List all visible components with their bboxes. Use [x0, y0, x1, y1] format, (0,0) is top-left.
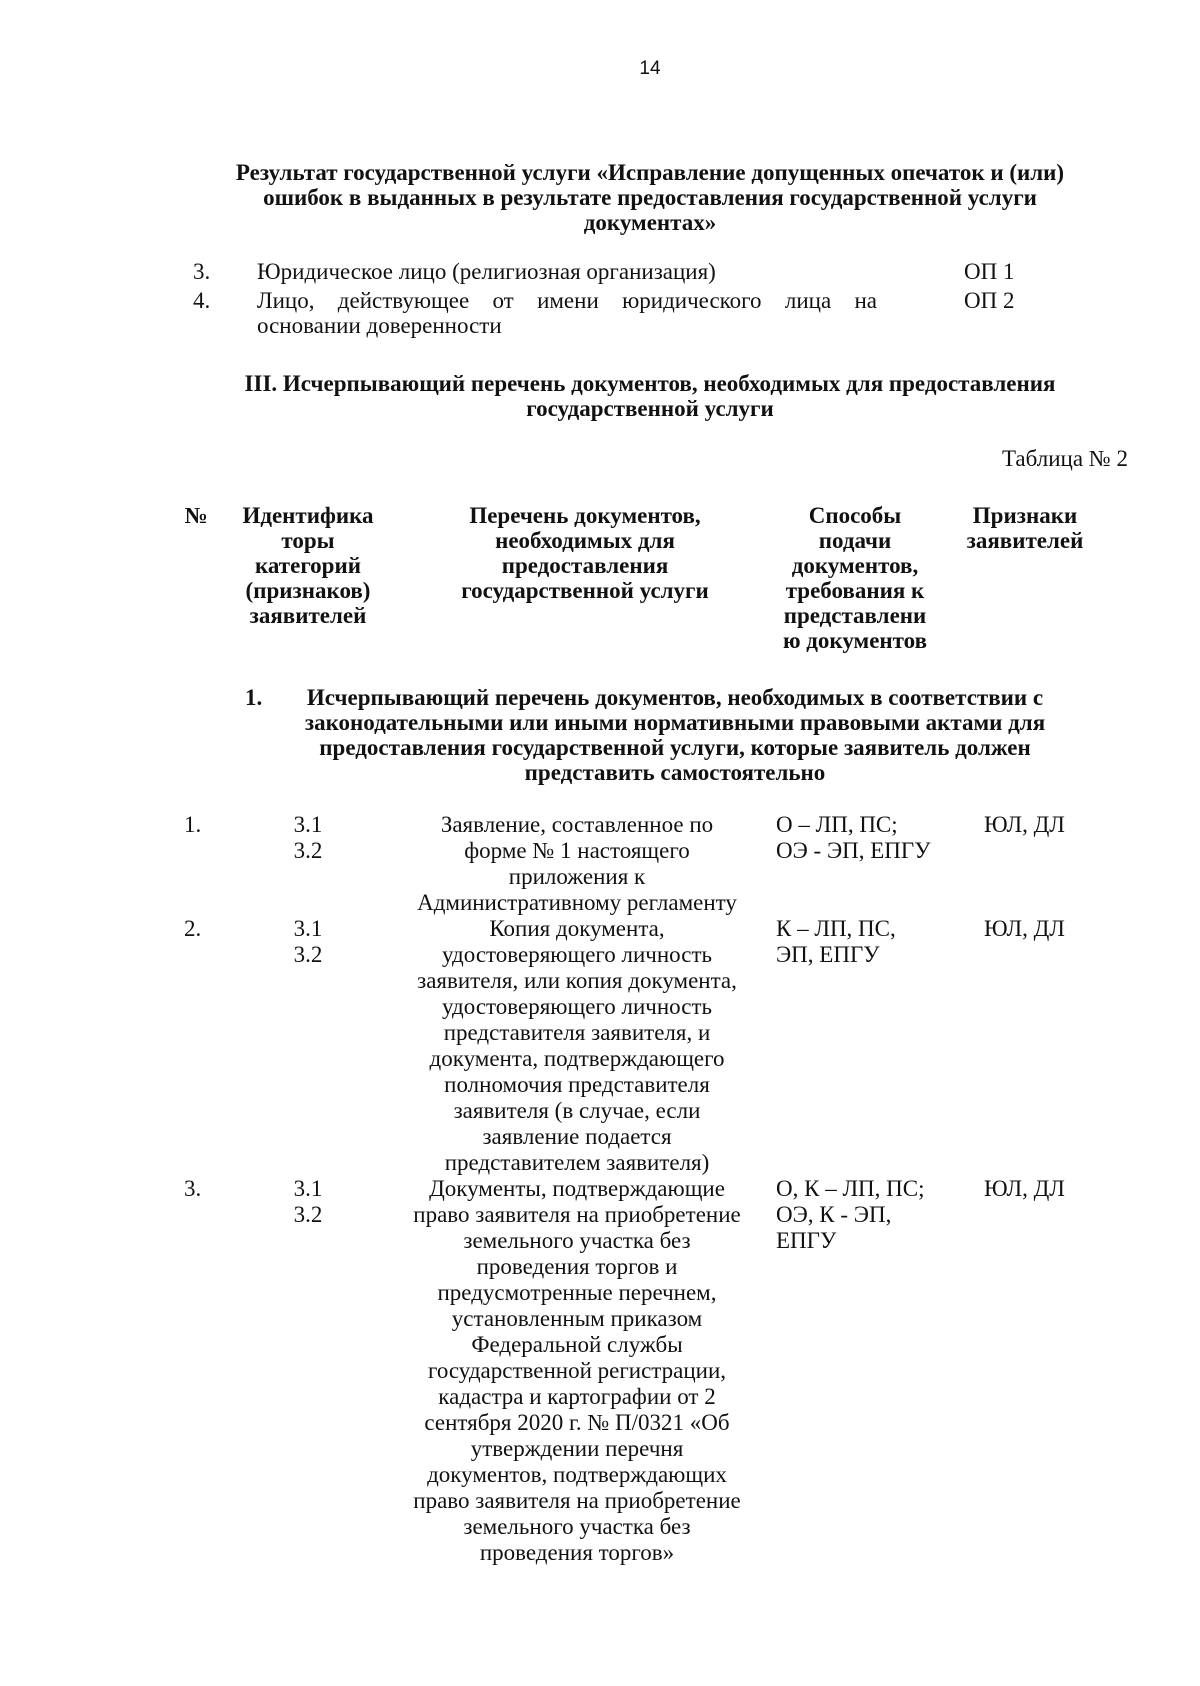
subsection-heading-line: законодательными или иными нормативными правовыми актами для [304, 710, 1046, 735]
row-document [392, 1176, 762, 1566]
header-line: категорий [255, 553, 361, 578]
row-identifier: 3.1 [293, 812, 323, 837]
method-line: ОЭ - ЭП, ЕПГУ [776, 838, 931, 863]
document-line: представителя заявителя, и [443, 1020, 711, 1045]
row-methods [776, 812, 966, 864]
header-line: документов, [791, 553, 919, 578]
header-line: заявителей [966, 528, 1084, 553]
row-methods [776, 1176, 966, 1254]
row-identifier: 3.1 [293, 916, 323, 941]
page-number: 14 [639, 58, 661, 79]
document-line: полномочия представителя [444, 1072, 710, 1097]
row-number: 1. [184, 812, 202, 837]
document-line: право заявителя на приобретение [413, 1202, 741, 1227]
document-line: заявление подается [482, 1124, 672, 1149]
subsection-heading-line: Исчерпывающий перечень документов, необходимых в соответствии с [306, 685, 1044, 710]
header-line: предоставления [501, 553, 669, 578]
header-line: требования к [785, 578, 925, 603]
document-line: форме № 1 настоящего [464, 838, 690, 863]
document-line: кадастра и картографии от 2 [438, 1384, 716, 1409]
header-line: заявителей [249, 603, 367, 628]
row-identifier: 3.1 [293, 1176, 323, 1201]
document-line: документа, подтверждающего [429, 1046, 725, 1071]
subsection-number: 1. [245, 685, 263, 710]
method-line: ОЭ, К - ЭП, [776, 1202, 892, 1227]
document-line: установленным приказом [451, 1306, 703, 1331]
document-line: удостоверяющего личность [442, 994, 712, 1019]
header-line: государственной услуги [461, 578, 709, 603]
document-line: государственной регистрации, [427, 1358, 727, 1383]
subsection-heading [280, 685, 1070, 785]
row-signs: ЮЛ, ДЛ [984, 812, 1065, 837]
row-signs: ЮЛ, ДЛ [984, 916, 1065, 941]
subsection-heading-line: представить самостоятельно [524, 760, 826, 785]
document-line: Федеральной службы [471, 1332, 683, 1357]
document-line: проведения торгов» [479, 1540, 675, 1565]
section-heading-line: государственной услуги [526, 396, 774, 421]
applicant-description: Юридическое лицо (религиозная организация) [257, 259, 716, 284]
header-identifiers [218, 503, 398, 628]
row-document [392, 812, 762, 916]
header-line: (признаков) [245, 578, 371, 603]
document-line: сентября 2020 г. № П/0321 «Об [424, 1410, 730, 1435]
header-line: подачи [818, 528, 892, 553]
document-line: приложения к [508, 864, 646, 889]
row-identifiers [268, 916, 348, 968]
result-heading-line: документах» [583, 210, 717, 235]
applicant-code: ОП 2 [964, 288, 1015, 313]
document-line: Документы, подтверждающие [429, 1176, 725, 1201]
header-line: необходимых для [495, 528, 675, 553]
document-line: заявителя, или копия документа, [417, 968, 737, 993]
row-document [392, 916, 762, 1176]
header-line: представлени [783, 603, 927, 628]
header-documents [420, 503, 750, 603]
document-line: право заявителя на приобретение [413, 1488, 741, 1513]
applicant-number: 4. [193, 288, 211, 313]
document-line: Заявление, составленное по [440, 812, 714, 837]
header-line: торы [281, 528, 335, 553]
header-line: Способы [808, 503, 902, 528]
header-signs [955, 503, 1095, 553]
row-signs: ЮЛ, ДЛ [984, 1176, 1065, 1201]
header-line: Идентифика [242, 503, 374, 528]
row-number: 2. [184, 916, 202, 941]
method-line: К – ЛП, ПС, [776, 916, 896, 941]
document-line: Копия документа, [489, 916, 665, 941]
document-line: представителем заявителя) [444, 1150, 710, 1175]
document-line: земельного участка без [463, 1514, 691, 1539]
document-line: предусмотренные перечнем, [437, 1280, 717, 1305]
document-line: заявителя (в случае, если [453, 1098, 701, 1123]
row-identifier: 3.2 [293, 838, 323, 863]
row-methods [776, 916, 966, 968]
row-identifiers [268, 812, 348, 864]
document-line: Административному регламенту [417, 890, 737, 915]
result-heading-line: ошибок в выданных в результате предоставления государственной услуги [263, 185, 1037, 210]
document-line: утверждении перечня [470, 1436, 684, 1461]
document-line: земельного участка без [463, 1228, 691, 1253]
method-line: ЭП, ЕПГУ [776, 942, 880, 967]
result-heading [140, 160, 1160, 235]
header-line: ю документов [782, 628, 928, 653]
method-line: О – ЛП, ПС; [776, 812, 898, 837]
applicant-description: Лицо, действующее от имени юридического лица на [257, 288, 877, 313]
method-line: ЕПГУ [776, 1228, 837, 1253]
applicant-description-continued: основании доверенности [257, 313, 502, 338]
header-number: № [184, 503, 208, 528]
table-label: Таблица № 2 [1001, 446, 1128, 471]
section-heading-line: III. Исчерпывающий перечень документов, необходимых для предоставления [244, 371, 1056, 396]
section-heading [190, 371, 1110, 421]
row-identifier: 3.2 [293, 942, 323, 967]
document-line: удостоверяющего личность [442, 942, 712, 967]
document-line: документов, подтверждающих [427, 1462, 727, 1487]
header-methods [765, 503, 945, 653]
applicant-code: ОП 1 [964, 259, 1015, 284]
row-identifiers [268, 1176, 348, 1228]
header-line: Перечень документов, [469, 503, 701, 528]
method-line: О, К – ЛП, ПС; [776, 1176, 925, 1201]
header-line: Признаки [972, 503, 1078, 528]
subsection-heading-line: предоставления государственной услуги, которые заявитель должен [319, 735, 1031, 760]
row-identifier: 3.2 [293, 1202, 323, 1227]
document-line: проведения торгов и [476, 1254, 678, 1279]
applicant-number: 3. [193, 259, 211, 284]
row-number: 3. [184, 1176, 202, 1201]
result-heading-line: Результат государственной услуги «Исправление допущенных опечаток и (или) [235, 160, 1065, 185]
